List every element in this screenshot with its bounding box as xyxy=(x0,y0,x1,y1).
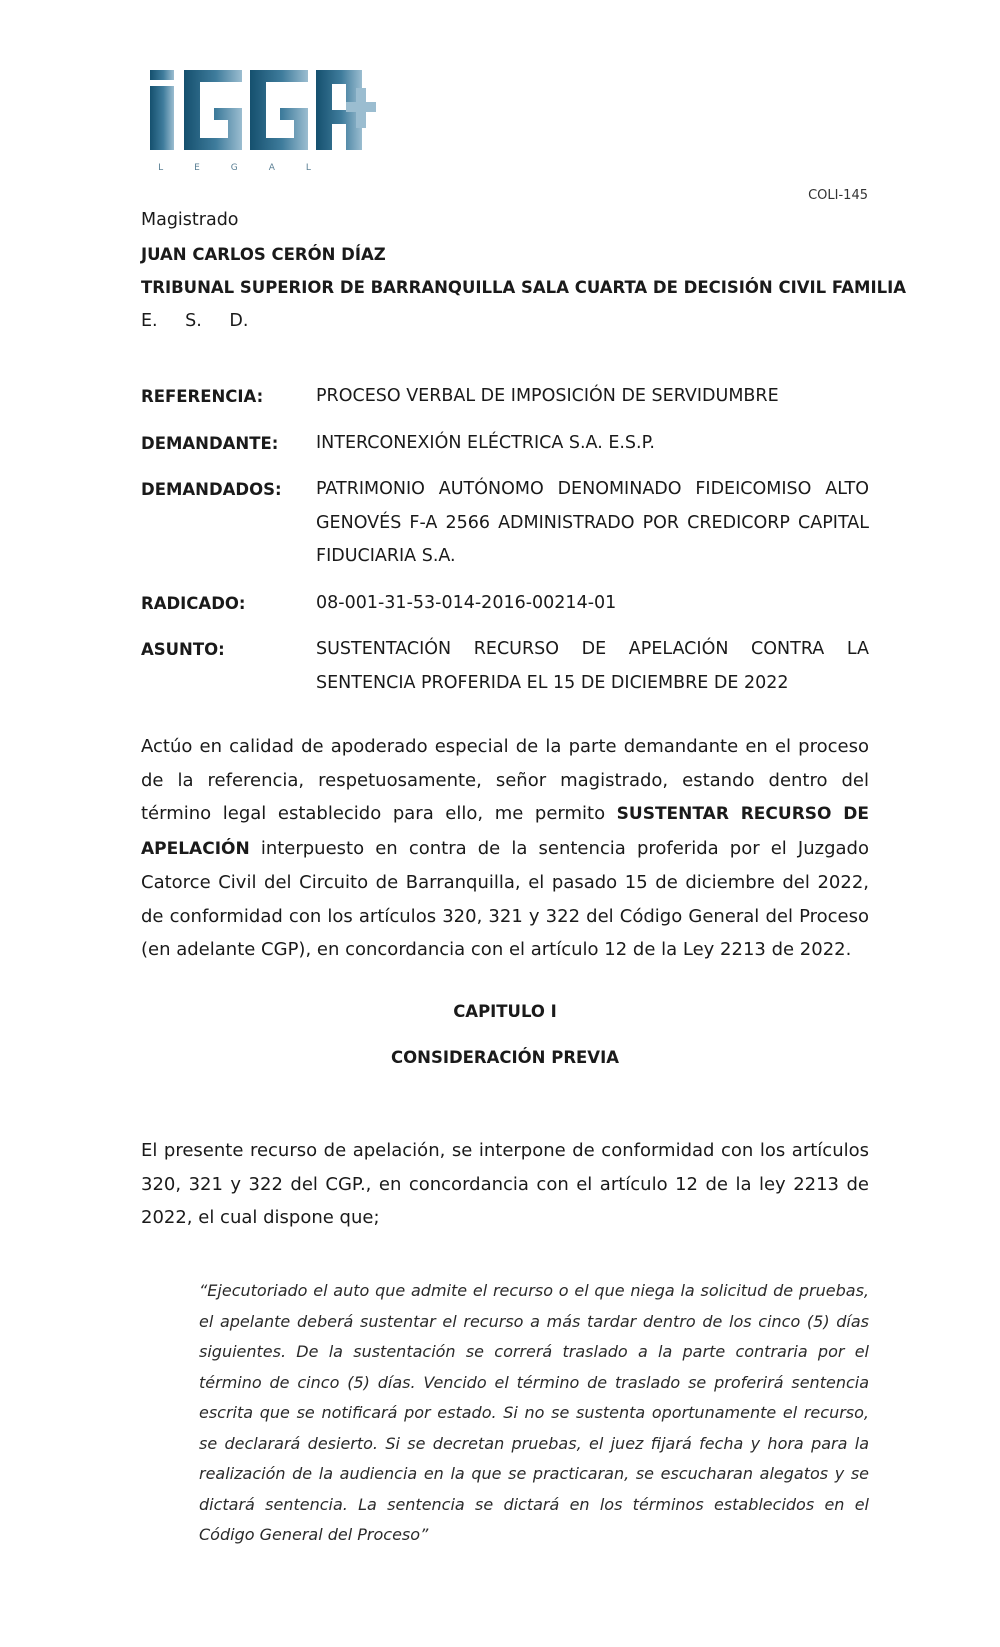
intro-bold-text: SUSTENTAR RECURSO DE APELACIÓN xyxy=(141,804,869,859)
intro-text-before: Actúo en calidad de apoderado especial de la parte demandante en el proceso de la referencia, respetuosamente, señor magistrado, estando dentro del término legal establecido para ello, me permito xyxy=(141,736,869,824)
chapter-number: CAPITULO I xyxy=(453,1002,557,1021)
reference-row xyxy=(141,633,869,700)
reference-row xyxy=(141,380,869,414)
reference-row xyxy=(141,587,869,621)
addressee-title: Magistrado xyxy=(141,210,239,230)
addressee-name: JUAN CARLOS CERÓN DÍAZ xyxy=(141,244,386,264)
reference-value: SUSTENTACIÓN RECURSO DE APELACIÓN CONTRA LA SENTENCIA PROFERIDA EL 15 DE DICIEMBRE DE 2022 xyxy=(316,639,869,693)
reference-value: PATRIMONIO AUTÓNOMO DENOMINADO FIDEICOMISO ALTO GENOVÉS F-A 2566 ADMINISTRADO POR CREDICORP CAPITAL FIDUCIARIA S.A. xyxy=(316,479,869,566)
reference-label: DEMANDADOS: xyxy=(141,480,282,499)
reference-value: INTERCONEXIÓN ELÉCTRICA S.A. E.S.P. xyxy=(316,432,655,453)
intro-paragraph xyxy=(141,730,869,967)
reference-table xyxy=(141,380,869,713)
chapter-title: CONSIDERACIÓN PREVIA xyxy=(391,1048,619,1067)
legal-quote: “Ejecutoriado el auto que admite el recurso o el que niega la solicitud de pruebas, el apelante deberá sustentar el recurso a más tardar dentro de los cinco (5) días siguientes. De la sustentación se correrá traslado a la parte contraria por el término de cinco (5) días. Vencido el término de traslado se proferirá sentencia escrita que se notificará por estado. Si no se sustenta oportunamente el recurso, se declarará desierto. Si se decretan pruebas, el juez fijará fecha y hora para la realización de la audiencia en la que se practicaran, se escucharan alegatos y se dictará sentencia. La sentencia se dictará en los términos establecidos en el Código General del Proceso” xyxy=(199,1281,869,1544)
reference-label: DEMANDANTE: xyxy=(141,433,279,453)
reference-label: ASUNTO: xyxy=(141,640,225,659)
reference-row xyxy=(141,473,869,574)
igga-legal-logo xyxy=(150,68,378,176)
document-code: COLI-145 xyxy=(808,188,868,203)
reference-value: 08-001-31-53-014-2016-00214-01 xyxy=(316,592,617,613)
addressee-court: TRIBUNAL SUPERIOR DE BARRANQUILLA SALA CUARTA DE DECISIÓN CIVIL FAMILIA xyxy=(141,278,907,297)
reference-value: PROCESO VERBAL DE IMPOSICIÓN DE SERVIDUMBRE xyxy=(316,386,779,406)
logo-subtext: LEGAL xyxy=(158,163,342,173)
addressee-esd: E. S. D. xyxy=(141,310,249,331)
reference-row xyxy=(141,427,869,461)
intro-text-after: interpuesto en contra de la sentencia proferida por el Juzgado Catorce Civil del Circuito de Barranquilla, el pasado 15 de diciembre del 2022, de conformidad con los artículos 320, 321 y 322 del Código General del Proceso (en adelante CGP), en concordancia con el artículo 12 de la Ley 2213 de 2022. xyxy=(141,837,869,960)
body-paragraph: El presente recurso de apelación, se interpone de conformidad con los artículos 320, 321 y 322 del CGP., en concordancia con el artículo 12 de la ley 2213 de 2022, el cual dispone que; xyxy=(141,1140,869,1228)
reference-label: RADICADO: xyxy=(141,593,246,613)
addressee-block xyxy=(141,204,907,338)
reference-label: REFERENCIA: xyxy=(141,387,264,406)
